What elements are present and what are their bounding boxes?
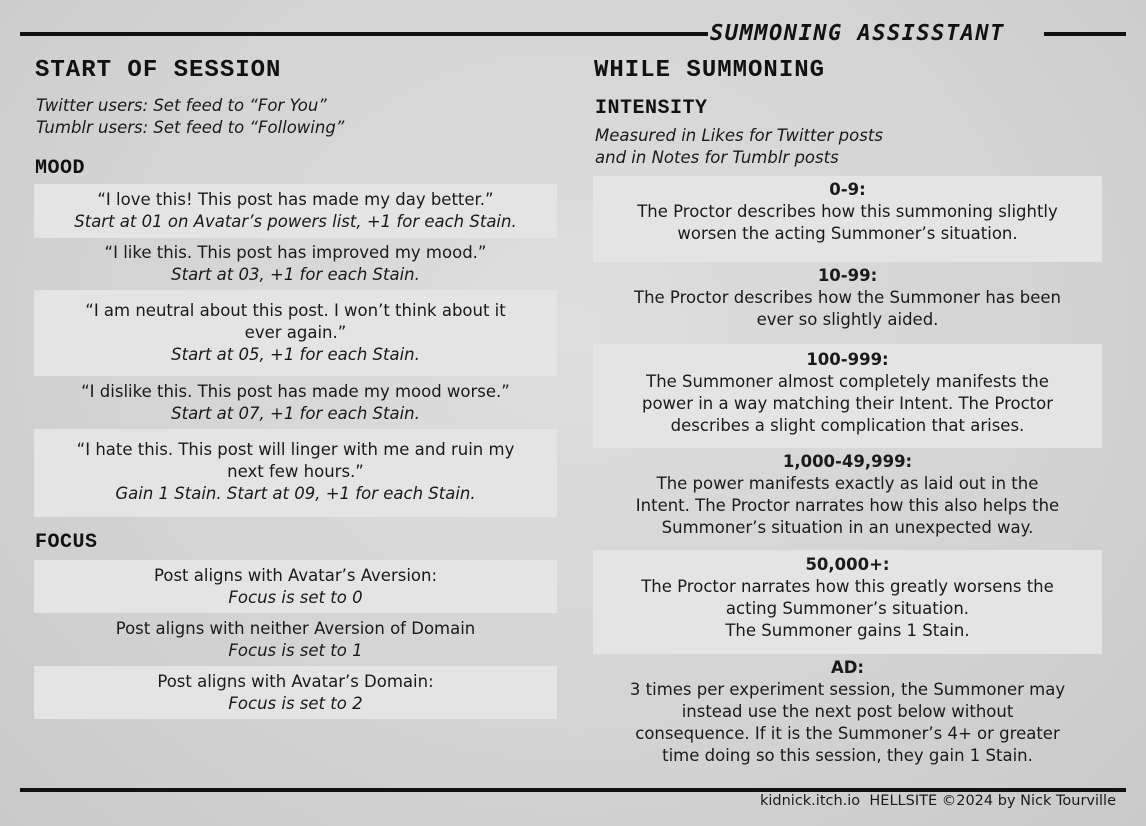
tier-range: 50,000+: [805,555,890,574]
mood-quote: “I love this! This post has made my day better.” [97,190,494,209]
page-title: SUMMONING ASSISSTANT [710,21,1005,46]
tier-range: 0-9: [829,180,866,199]
tier-range: AD: [830,658,865,677]
focus-condition: Post aligns with neither Aversion of Domain [115,619,476,638]
mood-item-dislike [34,376,557,428]
focus-condition: Post aligns with Avatar’s Domain: [157,672,434,691]
mood-quote-line2: next few hours.” [227,462,364,481]
intensity-tier-0-9 [593,176,1102,262]
mood-rule: Start at 07, +1 for each Stain. [171,404,420,423]
tier-text: The Proctor narrates how this greatly worsens the [641,577,1054,596]
tier-range: 1,000-49,999: [782,452,913,471]
intensity-note-twitter: Measured in Likes for Twitter posts [595,126,883,145]
mood-quote: “I dislike this. This post has made my mood worse.” [81,382,510,401]
focus-item-domain [34,666,557,719]
tier-range: 100-999: [806,350,889,369]
mood-quote-line2: ever again.” [244,323,347,342]
mood-quote-line1: “I hate this. This post will linger with me and ruin my [76,440,515,459]
tier-text: describes a slight complication that arises. [670,416,1025,435]
mood-item-hate [34,429,557,517]
tier-text: power in a way matching their Intent. The Proctor [641,394,1054,413]
intensity-tier-ad [593,654,1102,774]
intensity-heading: INTENSITY [595,97,708,120]
tier-text: instead use the next post below without [681,702,1014,721]
tier-range: 10-99: [817,266,878,285]
top-rule-left [20,32,708,36]
tier-text: The Proctor describes how this summoning slightly [637,202,1058,221]
tier-text: consequence. If it is the Summoner’s 4+ or greater [635,724,1060,743]
tier-text: time doing so this session, they gain 1 Stain. [662,746,1033,765]
tier-text: Summoner’s situation in an unexpected way. [661,518,1034,537]
mood-rule: Gain 1 Stain. Start at 09, +1 for each Stain. [115,484,476,503]
tier-text: acting Summoner’s situation. [725,599,970,618]
focus-result: Focus is set to 2 [228,694,363,713]
mood-heading: MOOD [35,157,86,180]
focus-item-aversion [34,560,557,613]
mood-rule: Start at 03, +1 for each Stain. [171,265,420,284]
tier-text: ever so slightly aided. [756,310,939,329]
focus-result: Focus is set to 0 [228,588,363,607]
twitter-instruction: Twitter users: Set feed to “For You” [36,96,327,115]
tier-text: Intent. The Proctor narrates how this also helps the [635,496,1060,515]
mood-rule: Start at 05, +1 for each Stain. [171,345,420,364]
tier-text: 3 times per experiment session, the Summoner may [629,680,1066,699]
intensity-tier-10-99 [593,262,1102,344]
mood-quote-line1: “I am neutral about this post. I won’t think about it [85,301,506,320]
focus-heading: FOCUS [35,531,98,554]
focus-result: Focus is set to 1 [228,641,363,660]
footer-credit: kidnick.itch.io HELLSITE ©2024 by Nick Tourville [759,793,1116,809]
tier-text: The Proctor describes how the Summoner has been [634,288,1061,307]
tier-text: The Summoner gains 1 Stain. [725,621,970,640]
tumblr-instruction: Tumblr users: Set feed to “Following” [36,118,345,137]
bottom-rule [20,788,1126,792]
mood-item-love [34,184,557,238]
tier-text: The Summoner almost completely manifests the [646,372,1049,391]
intensity-note-tumblr: and in Notes for Tumblr posts [595,148,839,167]
start-of-session-heading: START OF SESSION [35,57,282,84]
focus-item-neither [34,613,557,666]
mood-item-neutral [34,290,557,376]
while-summoning-heading: WHILE SUMMONING [594,57,826,84]
top-rule-right [1044,32,1126,36]
tier-text: The power manifests exactly as laid out in the [656,474,1039,493]
intensity-tier-50000-plus [593,550,1102,654]
focus-condition: Post aligns with Avatar’s Aversion: [153,566,438,585]
intensity-tier-100-999 [593,344,1102,448]
tier-text: worsen the acting Summoner’s situation. [677,224,1018,243]
intensity-tier-1000-49999 [593,448,1102,550]
mood-item-like [34,238,557,290]
mood-quote: “I like this. This post has improved my mood.” [104,243,487,262]
mood-rule: Start at 01 on Avatar’s powers list, +1 for each Stain. [74,212,517,231]
